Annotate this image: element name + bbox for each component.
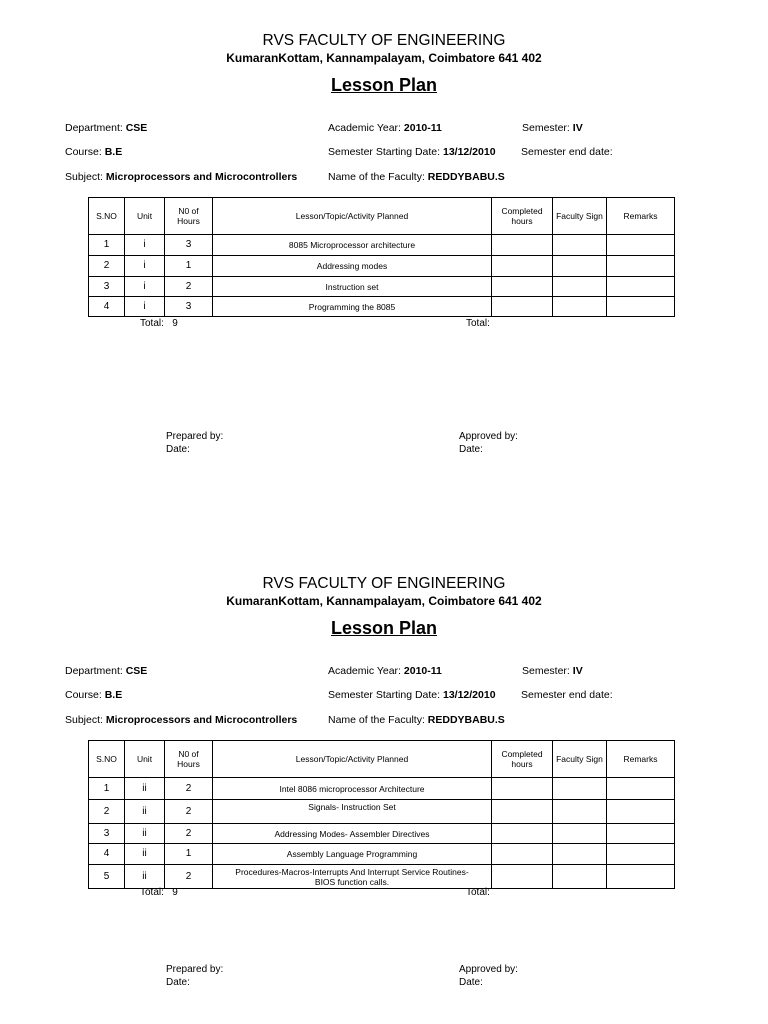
total-completed [466,318,490,329]
page-title: Lesson Plan [330,618,438,638]
department-label: Department: [65,665,123,677]
prepared-block [166,963,223,989]
semester-value: IV [572,122,583,134]
cell-faculty-sign [553,824,607,844]
cell-remarks [607,824,675,844]
cell-topic: Instruction set [213,277,492,297]
cell-sno: 2 [89,800,125,824]
header-unit: Unit [125,198,165,235]
cell-faculty-sign [553,256,607,277]
department-field [65,122,147,134]
cell-completed-hours [492,800,553,824]
start-date-field [328,689,496,701]
header-sno: S.NO [89,198,125,235]
table-row [89,277,675,297]
table-row [89,824,675,844]
cell-topic: Intel 8086 microprocessor Architecture [213,778,492,800]
institution-address: KumaranKottam, Kannampalayam, Coimbatore 641 402 [226,594,542,608]
cell-hours: 2 [165,277,213,297]
approved-block [459,963,518,989]
cell-sno: 3 [89,277,125,297]
cell-remarks [607,235,675,256]
cell-topic: 8085 Microprocessor architecture [213,235,492,256]
cell-topic: Procedures-Macros-Interrupts And Interrupt Service Routines-BIOS function calls. [213,865,492,889]
cell-topic: Addressing Modes- Assembler Directives [213,824,492,844]
table-row [89,865,675,889]
header-hours: N0 of Hours [165,198,213,235]
total-hours [140,887,178,898]
cell-sno: 4 [89,844,125,865]
department-value: CSE [125,665,148,677]
academic-year-value: 2010-11 [403,122,442,134]
faculty-value: REDDYBABU.S [427,171,505,183]
cell-sno: 1 [89,235,125,256]
cell-topic: Assembly Language Programming [213,844,492,865]
cell-sno: 1 [89,778,125,800]
approved-by-label: Approved by: [459,431,518,442]
lesson-plan-table [88,740,675,889]
subject-value: Microprocessors and Microcontrollers [105,171,298,183]
cell-remarks [607,778,675,800]
cell-remarks [607,297,675,317]
table-header-row [89,741,675,778]
course-value: B.E [104,146,123,158]
cell-unit: i [125,297,165,317]
cell-completed-hours [492,297,553,317]
start-date-value: 13/12/2010 [442,146,496,158]
page-title: Lesson Plan [330,75,438,95]
faculty-field [328,714,505,726]
cell-unit: ii [125,824,165,844]
course-value: B.E [104,689,123,701]
table-row [89,297,675,317]
end-date-label: Semester end date: [521,146,613,158]
subject-field [65,714,297,726]
faculty-label: Name of the Faculty: [328,714,425,726]
cell-unit: ii [125,800,165,824]
header-faculty-sign: Faculty Sign [553,741,607,778]
semester-label: Semester: [522,122,570,134]
cell-completed-hours [492,778,553,800]
total-value: 9 [172,887,178,898]
end-date-label: Semester end date: [521,689,613,701]
institution-address: KumaranKottam, Kannampalayam, Coimbatore 641 402 [226,51,542,65]
cell-completed-hours [492,235,553,256]
cell-completed-hours [492,824,553,844]
cell-faculty-sign [553,865,607,889]
department-value: CSE [125,122,148,134]
cell-unit: i [125,235,165,256]
cell-hours: 2 [165,865,213,889]
end-date-field [521,689,613,701]
start-date-label: Semester Starting Date: [328,689,441,701]
start-date-label: Semester Starting Date: [328,146,441,158]
cell-remarks [607,844,675,865]
approved-date-label: Date: [459,977,483,988]
faculty-label: Name of the Faculty: [328,171,425,183]
table-row [89,256,675,277]
cell-hours: 2 [165,824,213,844]
table-row [89,235,675,256]
header-topic: Lesson/Topic/Activity Planned [213,198,492,235]
total-completed-label: Total: [466,318,490,329]
cell-hours: 3 [165,297,213,317]
course-label: Course: [65,146,102,158]
academic-year-value: 2010-11 [403,665,442,677]
header-sno: S.NO [89,741,125,778]
cell-hours: 3 [165,235,213,256]
cell-faculty-sign [553,844,607,865]
cell-topic: Signals- Instruction Set [213,800,492,824]
approved-by-label: Approved by: [459,964,518,975]
cell-faculty-sign [553,235,607,256]
cell-unit: ii [125,844,165,865]
table-header-row [89,198,675,235]
total-hours [140,318,178,329]
cell-completed-hours [492,865,553,889]
header-topic: Lesson/Topic/Activity Planned [213,741,492,778]
cell-topic: Programming the 8085 [213,297,492,317]
approved-date-label: Date: [459,444,483,455]
cell-hours: 1 [165,256,213,277]
start-date-field [328,146,496,158]
prepared-by-label: Prepared by: [166,964,224,975]
total-completed-label: Total: [466,887,490,898]
academic-year-label: Academic Year: [328,665,401,677]
header-faculty-sign: Faculty Sign [553,198,607,235]
institution-name: RVS FACULTY OF ENGINEERING [262,32,506,49]
faculty-field [328,171,505,183]
academic-year-label: Academic Year: [328,122,401,134]
cell-sno: 3 [89,824,125,844]
header-unit: Unit [125,741,165,778]
total-completed [466,887,490,898]
lesson-plan-1 [0,0,768,500]
total-label: Total: [140,887,164,898]
academic-year-field [328,665,442,677]
cell-faculty-sign [553,297,607,317]
table-row [89,800,675,824]
semester-value: IV [572,665,583,677]
cell-completed-hours [492,256,553,277]
cell-unit: ii [125,778,165,800]
header-completed-hours: Completed hours [492,741,553,778]
prepared-block [166,430,223,456]
cell-hours: 2 [165,778,213,800]
semester-field [522,665,583,677]
academic-year-field [328,122,442,134]
cell-remarks [607,277,675,297]
subject-field [65,171,297,183]
cell-completed-hours [492,277,553,297]
prepared-by-label: Prepared by: [166,431,224,442]
start-date-value: 13/12/2010 [442,689,496,701]
department-field [65,665,147,677]
semester-field [522,122,583,134]
faculty-value: REDDYBABU.S [427,714,505,726]
cell-remarks [607,256,675,277]
approved-block [459,430,518,456]
header-remarks: Remarks [607,198,675,235]
cell-hours: 2 [165,800,213,824]
subject-value: Microprocessors and Microcontrollers [105,714,298,726]
cell-remarks [607,865,675,889]
cell-faculty-sign [553,800,607,824]
cell-unit: ii [125,865,165,889]
cell-topic: Addressing modes [213,256,492,277]
cell-faculty-sign [553,778,607,800]
cell-remarks [607,800,675,824]
table-row [89,844,675,865]
cell-sno: 5 [89,865,125,889]
header-hours: N0 of Hours [165,741,213,778]
cell-hours: 1 [165,844,213,865]
total-label: Total: [140,318,164,329]
institution-name: RVS FACULTY OF ENGINEERING [262,575,506,592]
cell-unit: i [125,256,165,277]
cell-sno: 4 [89,297,125,317]
cell-sno: 2 [89,256,125,277]
total-value: 9 [172,318,178,329]
cell-faculty-sign [553,277,607,297]
lesson-plan-2 [0,543,768,1024]
table-row [89,778,675,800]
cell-completed-hours [492,844,553,865]
semester-label: Semester: [522,665,570,677]
end-date-field [521,146,613,158]
lesson-plan-table [88,197,675,317]
header-completed-hours: Completed hours [492,198,553,235]
prepared-date-label: Date: [166,977,190,988]
header-remarks: Remarks [607,741,675,778]
course-field [65,689,122,701]
cell-unit: i [125,277,165,297]
course-label: Course: [65,689,102,701]
department-label: Department: [65,122,123,134]
subject-label: Subject: [65,714,103,726]
prepared-date-label: Date: [166,444,190,455]
course-field [65,146,122,158]
subject-label: Subject: [65,171,103,183]
